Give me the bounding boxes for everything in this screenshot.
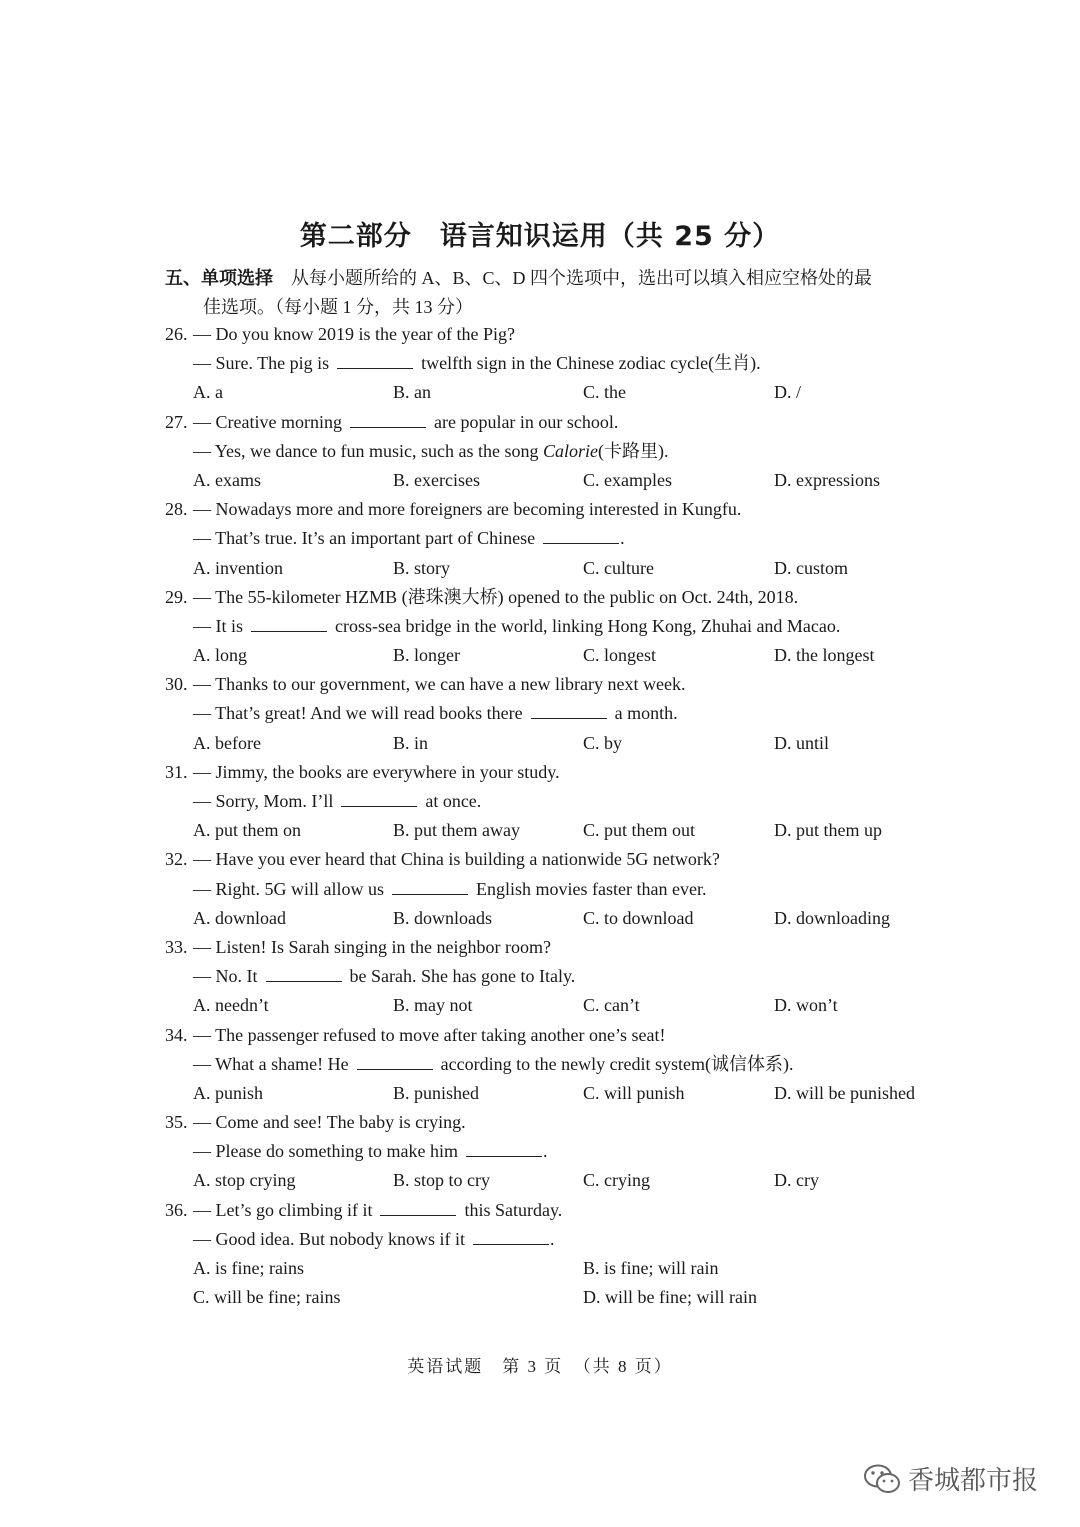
option-d: D. / [774, 382, 801, 403]
option-c: C. will punish [583, 1082, 685, 1103]
option-d: D. will be punished [774, 1082, 915, 1103]
option-c: C. crying [583, 1170, 650, 1191]
answer-line: — It is cross-sea bridge in the world, linking Hong Kong, Zhuhai and Macao. [193, 615, 841, 636]
option-d: D. until [774, 732, 830, 753]
option-a: A. a [193, 382, 223, 403]
option-d: D. custom [774, 557, 848, 578]
option-a: A. is fine; rains [193, 1258, 304, 1278]
option-b: B. punished [393, 1082, 480, 1103]
answer-line: — Yes, we dance to fun music, such as the song Calorie(卡路里). [193, 440, 669, 461]
options-34 [165, 1079, 965, 1108]
options-29 [165, 641, 965, 670]
option-c: C. examples [583, 469, 672, 490]
options-32 [165, 904, 965, 933]
question-list [165, 320, 965, 1312]
question-26: 26. — Do you know 2019 is the year of the Pig? [165, 324, 515, 344]
option-d: D. the longest [774, 645, 875, 666]
option-b: B. put them away [393, 820, 520, 841]
option-a: A. long [193, 645, 247, 666]
answer-line: — What a shame! He according to the newly credit system(诚信体系). [193, 1053, 794, 1074]
answer-blank [473, 1228, 549, 1245]
question-33: 33. — Listen! Is Sarah singing in the neighbor room? [165, 936, 551, 957]
page-title: 第二部分 语言知识运用（共 25 分） [299, 221, 781, 252]
option-c: C. the [583, 382, 626, 403]
option-d: D. will be fine; will rain [583, 1287, 757, 1308]
question-30: 30. — Thanks to our government, we can have a new library next week. [165, 674, 686, 695]
question-32: 32. — Have you ever heard that China is building a nationwide 5G network? [165, 849, 720, 870]
options-30 [165, 729, 965, 758]
answer-blank [380, 1199, 456, 1216]
option-c: C. put them out [583, 820, 695, 841]
answer-line: — That’s true. It’s an important part of Chinese . [193, 528, 625, 549]
question-29: 29. — The 55-kilometer HZMB (港珠澳大桥) opened to the public on Oct. 24th, 2018. [165, 586, 799, 607]
option-a: A. download [193, 907, 286, 928]
option-a: A. invention [193, 557, 283, 578]
answer-line: — Good idea. But nobody knows if it . [193, 1228, 555, 1249]
option-c: C. can’t [583, 995, 640, 1016]
option-b: B. is fine; will rain [583, 1258, 719, 1278]
option-a: A. exams [193, 469, 261, 490]
page-footer: 英语试题 第 3 页 （共 8 页） [407, 1357, 673, 1376]
option-b: B. stop to cry [393, 1170, 490, 1191]
option-b: B. downloads [393, 907, 492, 928]
option-d: D. expressions [774, 469, 880, 490]
option-c: C. to download [583, 907, 694, 928]
question-31: 31. — Jimmy, the books are everywhere in your study. [165, 761, 560, 782]
answer-blank [251, 615, 327, 632]
option-b: B. an [393, 382, 431, 403]
question-35: 35. — Come and see! The baby is crying. [165, 1112, 466, 1133]
option-b: B. longer [393, 645, 460, 666]
answer-line: — No. It be Sarah. She has gone to Italy. [193, 966, 576, 987]
option-d: D. won’t [774, 995, 838, 1016]
option-c: C. longest [583, 645, 657, 666]
options-27 [165, 466, 965, 495]
question-28: 28. — Nowadays more and more foreigners are becoming interested in Kungfu. [165, 499, 742, 520]
answer-line: — Sure. The pig is twelfth sign in the Chinese zodiac cycle(生肖). [193, 353, 761, 374]
options-26 [165, 378, 965, 407]
option-b: B. in [393, 732, 429, 753]
answer-blank [350, 411, 426, 428]
watermark [862, 1460, 1038, 1497]
answer-blank [543, 527, 619, 544]
section-instruction-line1: 从每小题所给的 A、B、C、D 四个选项中，选出可以填入相应空格处的最 [291, 268, 873, 288]
question-34: 34. — The passenger refused to move after taking another one’s seat! [165, 1024, 666, 1045]
option-d: D. cry [774, 1170, 819, 1191]
answer-line: — Please do something to make him . [193, 1141, 548, 1162]
section-label: 五、单项选择 [165, 268, 273, 289]
section-instruction-line2: 佳选项。（每小题 1 分，共 13 分） [203, 297, 473, 317]
section-header [165, 264, 925, 321]
answer-blank [266, 965, 342, 982]
answer-blank [466, 1140, 542, 1157]
question-36: 36. — Let’s go climbing if it this Saturday. [165, 1199, 563, 1220]
options-36-row2 [165, 1283, 965, 1312]
answer-blank [337, 352, 413, 369]
watermark-text: 香城都市报 [908, 1466, 1039, 1496]
answer-line: — Sorry, Mom. I’ll at once. [193, 791, 482, 811]
option-c: C. by [583, 732, 623, 753]
option-a: A. needn’t [193, 995, 269, 1016]
options-28 [165, 554, 965, 583]
answer-blank [531, 702, 607, 719]
options-35 [165, 1166, 965, 1195]
option-a: A. before [193, 732, 261, 753]
wechat-icon [862, 1462, 902, 1496]
answer-blank [341, 790, 417, 807]
options-31 [165, 816, 965, 845]
option-d: D. put them up [774, 820, 882, 841]
option-c: C. culture [583, 557, 654, 578]
question-27: 27. — Creative morning are popular in our school. [165, 411, 619, 432]
answer-line: — That’s great! And we will read books there a month. [193, 703, 678, 724]
option-b: B. may not [393, 995, 473, 1016]
answer-line: — Right. 5G will allow us English movies faster than ever. [193, 878, 707, 899]
option-a: A. stop crying [193, 1170, 296, 1191]
option-d: D. downloading [774, 907, 890, 928]
option-a: A. put them on [193, 820, 301, 841]
options-36-row1 [165, 1254, 965, 1283]
option-b: B. story [393, 557, 451, 578]
answer-blank [392, 878, 468, 895]
option-b: B. exercises [393, 469, 480, 490]
answer-blank [357, 1053, 433, 1070]
option-a: A. punish [193, 1082, 264, 1103]
option-c: C. will be fine; rains [193, 1287, 341, 1308]
options-33 [165, 991, 965, 1020]
